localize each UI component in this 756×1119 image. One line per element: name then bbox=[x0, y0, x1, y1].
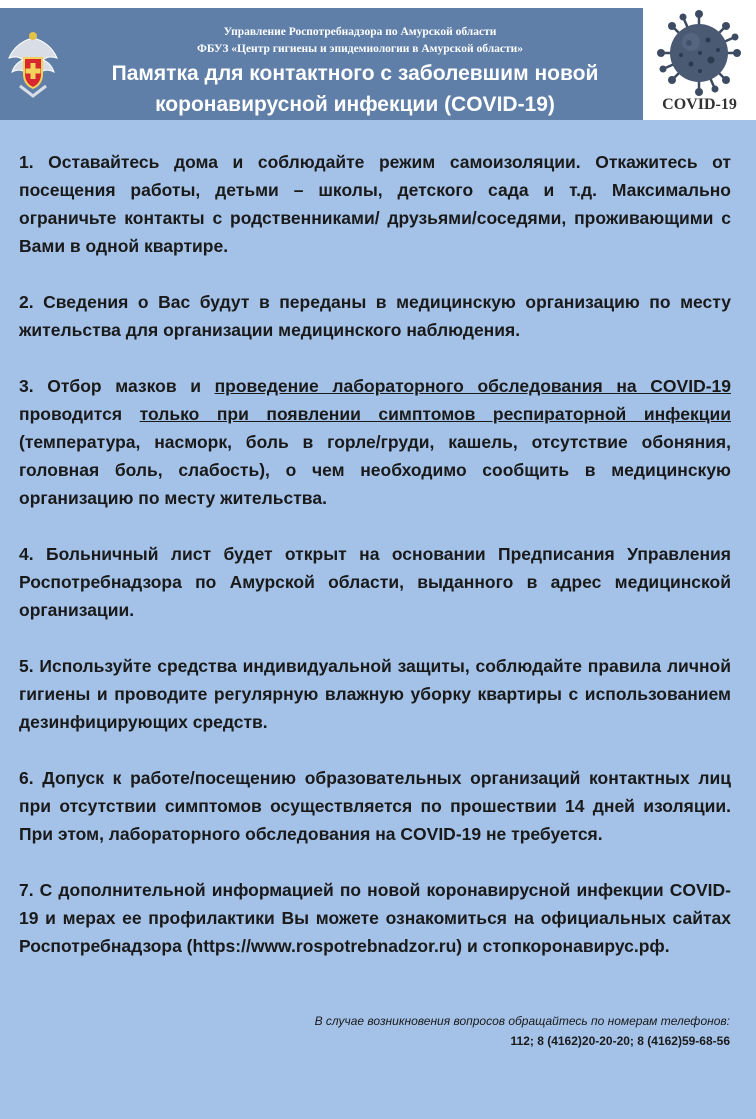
item-5: 5. Используйте средства индивидуальной защиты, соблюдайте правила личной гигиены и проводите регулярную влажную уборку квартиры с использованием дезинфицирующих средств. bbox=[19, 656, 731, 732]
rospotrebnadzor-emblem-icon bbox=[6, 30, 60, 100]
header-banner bbox=[0, 8, 643, 120]
footer bbox=[315, 1012, 730, 1050]
covid-badge bbox=[643, 8, 756, 120]
item-3-part-2: проводится bbox=[19, 404, 140, 424]
covid-label: COVID-19 bbox=[662, 96, 737, 113]
item-3 bbox=[19, 372, 731, 512]
footer-note: В случае возникновения вопросов обращайтесь по номерам телефонов: bbox=[314, 1014, 730, 1028]
item-3-underline-2: только при появлении симптомов респираторной инфекции bbox=[139, 404, 732, 424]
item-3-part-3: (температура, насморк, боль в горле/груди, кашель, отсутствие обоняния, головная боль, слабость), о чем необходимо сообщить в медицинскую организацию по месту жительства. bbox=[19, 432, 731, 508]
item-3-part-1: 3. Отбор мазков и bbox=[19, 376, 215, 396]
coronavirus-icon bbox=[653, 8, 745, 98]
org-line-1: Управление Роспотребнадзора по Амурской области bbox=[223, 26, 497, 38]
page-title bbox=[70, 58, 640, 120]
top-strip bbox=[0, 0, 756, 8]
item-1: 1. Оставайтесь дома и соблюдайте режим самоизоляции. Откажитесь от посещения работы, детьми – школы, детского сада и т.д. Максимально ограничьте контакты с родственниками/ друзьями/соседями, проживающими с Вами в одной квартире. bbox=[19, 152, 731, 256]
title-line-1: Памятка для контактного с заболевшим новой bbox=[111, 62, 599, 85]
org-line-2: ФБУЗ «Центр гигиены и эпидемиологии в Амурской области» bbox=[196, 43, 524, 55]
item-3-underline-1: проведение лабораторного обследования на COVID-19 bbox=[214, 376, 731, 396]
item-4: 4. Больничный лист будет открыт на основании Предписания Управления Роспотребнадзора по Амурской области, выданного в адрес медицинской организации. bbox=[19, 544, 731, 620]
title-line-2: коронавирусной инфекции (COVID-19) bbox=[155, 93, 555, 116]
footer-phones: 112; 8 (4162)20-20-20; 8 (4162)59-68-56 bbox=[510, 1034, 730, 1048]
memo-content bbox=[19, 148, 731, 988]
item-6: 6. Допуск к работе/посещению образовательных организаций контактных лиц при отсутствии симптомов осуществляется по прошествии 14 дней изоляции. При этом, лабораторного обследования на COVID-19 не требуется. bbox=[19, 768, 731, 844]
item-2: 2. Сведения о Вас будут в переданы в медицинскую организацию по месту жительства для организации медицинского наблюдения. bbox=[19, 292, 731, 340]
item-7: 7. С дополнительной информацией по новой коронавирусной инфекции COVID-19 и мерах ее профилактики Вы можете ознакомиться на официальных сайтах Роспотребнадзора (https://www.rospotrebnadzor.ru) и стопкоронавирус.рф. bbox=[19, 880, 731, 956]
